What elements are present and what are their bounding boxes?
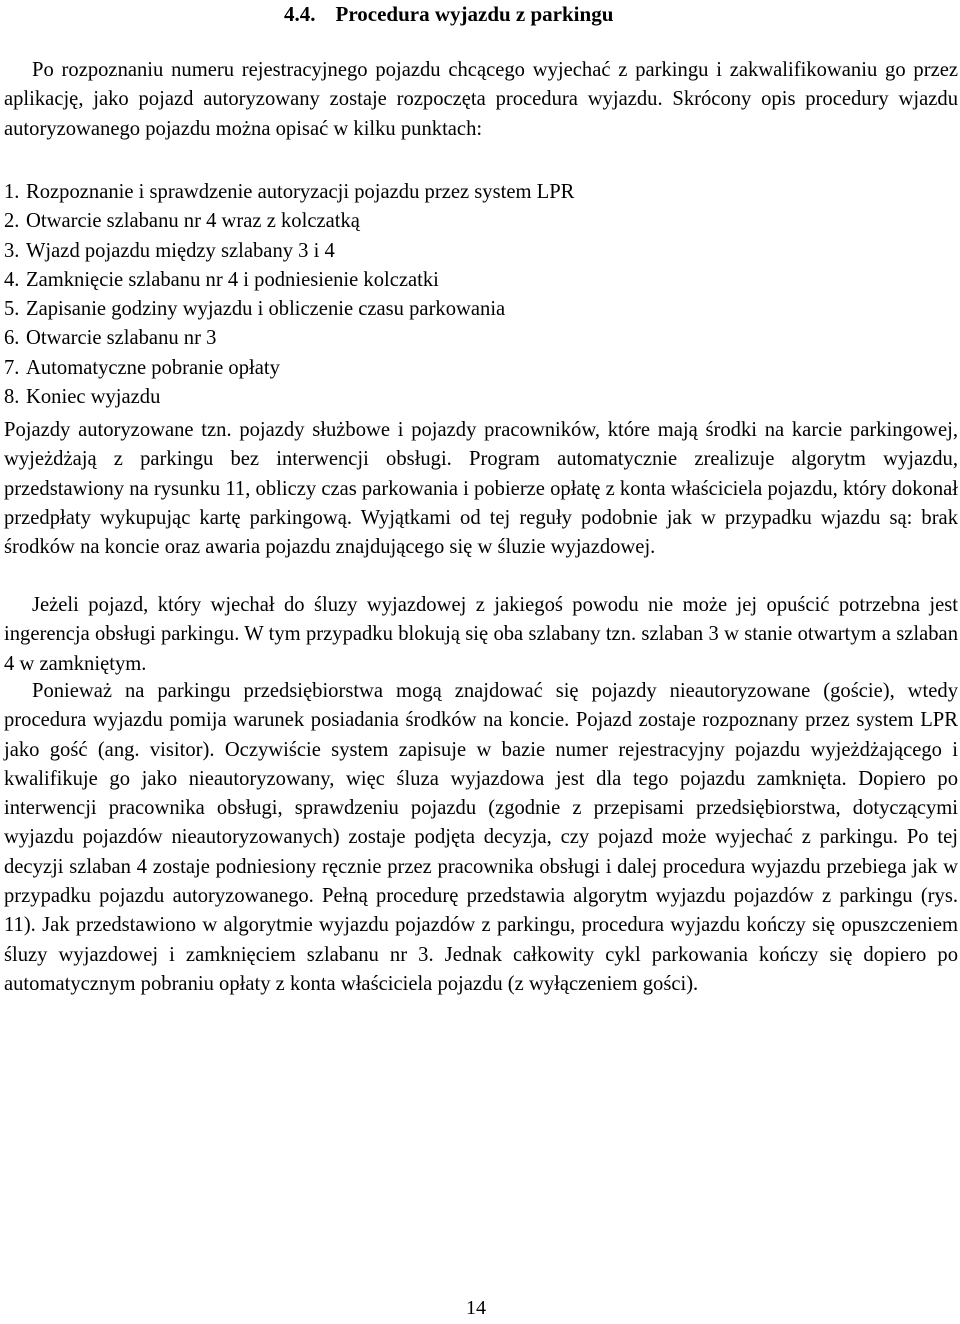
list-item: 7. Automatyczne pobranie opłaty (4, 356, 280, 379)
list-item: 5. Zapisanie godziny wyjazdu i obliczenie czasu parkowania (4, 298, 506, 321)
list-item: 3. Wjazd pojazdu między szlabany 3 i 4 (4, 239, 335, 262)
intro-paragraph: Po rozpoznaniu numeru rejestracyjnego pojazdu chcącego wyjechać z parkingu i zakwalifikowaniu go przez aplikację, jako pojazd autoryzowany zostaje rozpoczęta procedura wyjazdu. Skrócony opis procedury wjazdu autoryzowanego pojazdu można opisać w kilku punktach: (4, 59, 958, 140)
procedure-steps-list (4, 178, 574, 412)
list-item: 1. Rozpoznanie i sprawdzenie autoryzacji pojazdu przez system LPR (4, 181, 575, 203)
section-number: 4.4. (284, 2, 316, 26)
page-number: 14 (466, 1297, 486, 1319)
section-heading (284, 0, 613, 28)
paragraph-blocked-vehicle: Jeżeli pojazd, który wjechał do śluzy wyjazdowej z jakiegoś powodu nie może jej opuścić potrzebna jest ingerencja obsługi parkingu. W tym przypadku blokują się oba szlabany tzn. szlaban 3 w stanie otwartym a szlaban 4 w zamkniętym. (4, 594, 958, 675)
list-item: 4. Zamknięcie szlabanu nr 4 i podniesienie kolczatki (4, 268, 439, 291)
list-item: 2. Otwarcie szlabanu nr 4 wraz z kolczatką (4, 210, 360, 233)
paragraph-authorized-vehicles: Pojazdy autoryzowane tzn. pojazdy służbowe i pojazdy pracowników, które mają środki na karcie parkingowej, wyjeżdżają z parkingu bez interwencji obsługi. Program automatycznie zrealizuje algorytm wyjazdu, przedstawiony na rysunku 11, obliczy czas parkowania i pobierze opłatę z konta właściciela pojazdu, który dokonał przedpłaty wykupując kartę parkingową. Wyjątkami od tej reguły podobnie jak w przypadku wjazdu są: brak środków na koncie oraz awaria pojazdu znajdującego się w śluzie wyjazdowej. (4, 419, 958, 559)
list-item: 8. Koniec wyjazdu (4, 386, 161, 409)
list-item: 6. Otwarcie szlabanu nr 3 (4, 327, 217, 350)
section-title: Procedura wyjazdu z parkingu (335, 2, 614, 26)
paragraph-unauthorized-vehicles: Ponieważ na parkingu przedsiębiorstwa mogą znajdować się pojazdy nieautoryzowane (goście), wtedy procedura wyjazdu pomija warunek posiadania środków na koncie. Pojazd zostaje rozpoznany przez system LPR jako gość (ang. visitor). Oczywiście system zapisuje w bazie numer rejestracyjny pojazdu wyjeżdżającego i kwalifikuje go jako nieautoryzowany, więc śluza wyjazdowa jest dla tego pojazdu zamknięta. Dopiero po interwencji pracownika obsługi, sprawdzeniu pojazdu (zgodnie z przepisami przedsiębiorstwa, dotyczącymi wyjazdu pojazdów nieautoryzowanych) zostaje podjęta decyzja, czy pojazd może wyjechać z parkingu. Po tej decyzji szlaban 4 zostaje podniesiony ręcznie przez pracownika obsługi i dalej procedura wyjazdu przebiega jak w przypadku pojazdu autoryzowanego. Pełną procedurę przedstawia algorytm wyjazdu pojazdów z parkingu (rys. 11). Jak przedstawiono w algorytmie wyjazdu pojazdów z parkingu, procedura wyjazdu kończy się opuszczeniem śluzy wyjazdowej i zamknięciem szlabanu nr 3. Jednak całkowity cykl parkowania kończy się dopiero po automatycznym pobraniu opłaty z konta właściciela pojazdu (z wyłączeniem gości). (4, 680, 958, 995)
